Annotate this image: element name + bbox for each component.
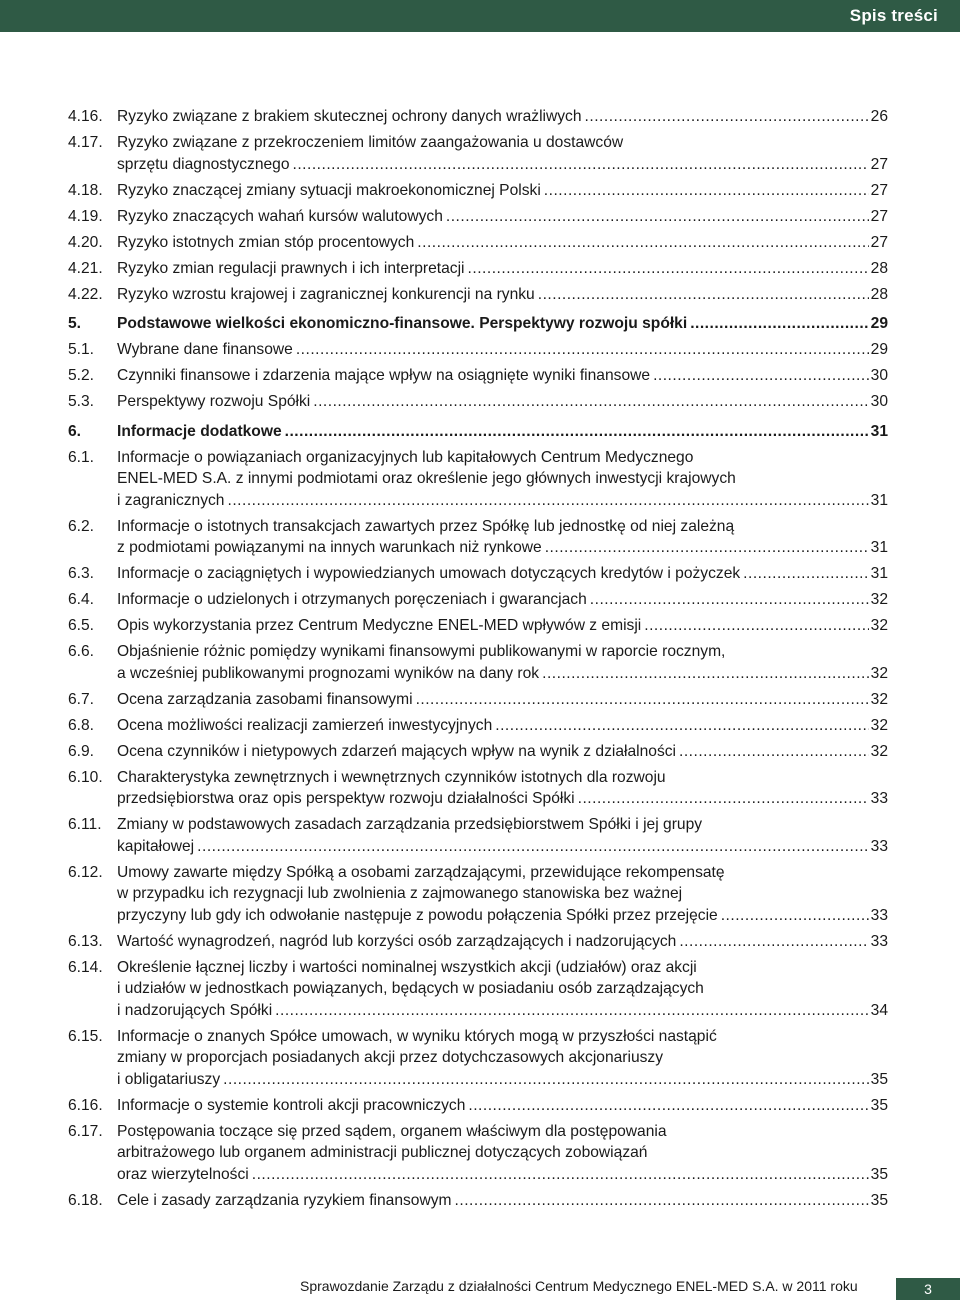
toc-entry-page: 27 xyxy=(870,181,888,199)
toc-entry-number: 4.19. xyxy=(68,207,103,225)
toc-entry[interactable] xyxy=(68,206,888,228)
toc-entry-title-line: przyczyny lub gdy ich odwołanie następuje z powodu połączenia Spółki przez przejęcie xyxy=(117,906,718,924)
toc-entry-title-line: Ocena czynników i nietypowych zdarzeń mających wpływ na wynik z działalności xyxy=(117,742,677,760)
toc-entry-page: 31 xyxy=(870,491,888,509)
toc-entry-number: 6.3. xyxy=(68,565,95,582)
toc-entry[interactable] xyxy=(68,106,888,128)
toc-entry-number: 6.8. xyxy=(68,716,95,734)
toc-entry-page: 27 xyxy=(870,155,888,173)
toc-entry-title-line: przedsiębiorstwa oraz opis perspektyw rozwoju działalności Spółki xyxy=(117,790,575,807)
toc-entry-title-line: Ryzyko znaczącej zmiany sytuacji makroekonomicznej Polski xyxy=(117,181,541,199)
toc-entry-page: 31 xyxy=(870,539,888,556)
toc-entry-title-line: i zagranicznych xyxy=(117,491,225,509)
footer-text: Sprawozdanie Zarządu z działalności Centrum Medycznego ENEL-MED S.A. w 2011 roku xyxy=(300,1278,858,1294)
toc-entry-title-line: Perspektywy rozwoju Spółki xyxy=(117,393,311,410)
toc-entry-title-line: Ocena zarządzania zasobami finansowymi xyxy=(117,690,413,708)
toc-entry-title-line: Ryzyko zmian regulacji prawnych i ich interpretacji xyxy=(117,259,465,277)
toc-entry[interactable] xyxy=(68,232,888,254)
toc-entry-number: 6.13. xyxy=(68,932,103,950)
dot-leader xyxy=(223,1069,868,1091)
toc-entry-title-line: Cele i zasady zarządzania ryzykiem finansowym xyxy=(117,1191,452,1209)
toc-entry-number: 6.16. xyxy=(68,1096,103,1114)
dot-leader xyxy=(690,313,868,335)
toc-entry[interactable] xyxy=(68,615,888,637)
toc-entry-number: 6. xyxy=(68,422,82,440)
toc-entry[interactable] xyxy=(68,957,888,1022)
toc-entry-number: 6.9. xyxy=(68,742,95,760)
toc-entry-title-line: a wcześniej publikowanymi prognozami wyników na dany rok xyxy=(117,664,540,682)
toc-entry-number: 5. xyxy=(68,315,82,332)
toc-entry-title-line: i udziałów w jednostkach powiązanych, będących w posiadaniu osób zarządzających xyxy=(117,980,704,997)
toc-entry-title-line: kapitałowej xyxy=(117,837,195,855)
toc-entry-number: 5.1. xyxy=(68,341,95,358)
toc-entry-number: 6.4. xyxy=(68,591,95,608)
dot-leader xyxy=(275,1000,868,1022)
toc-entry[interactable] xyxy=(68,715,888,737)
toc-entry-title-line: arbitrażowego lub organem administracji publicznej dotyczących zobowiązań xyxy=(117,1144,648,1161)
toc-entry-title-line: z podmiotami powiązanymi na innych warunkach niż rynkowe xyxy=(117,539,542,556)
toc-entry-page: 30 xyxy=(870,393,888,410)
dot-leader xyxy=(313,391,868,413)
toc-entry-number: 5.3. xyxy=(68,393,95,410)
toc-entry-number: 5.2. xyxy=(68,367,95,384)
toc-entry-title-line: Informacje o znanych Spółce umowach, w wyniku których mogą w przyszłości nastąpić xyxy=(117,1027,717,1045)
toc-entry[interactable] xyxy=(68,814,888,857)
toc-entry-page: 32 xyxy=(870,742,888,760)
toc-entry[interactable] xyxy=(68,339,888,361)
toc-entry[interactable] xyxy=(68,862,888,927)
dot-leader xyxy=(590,589,869,611)
toc-entry-page: 32 xyxy=(870,591,888,608)
toc-entry-title-line: zmiany w proporcjach posiadanych akcji przez dotychczasowych akcjonariuszy xyxy=(117,1049,664,1066)
dot-leader xyxy=(468,258,869,280)
toc-entry-number: 6.6. xyxy=(68,643,95,660)
toc-entry-title-line: Ryzyko związane z brakiem skutecznej ochrony danych wrażliwych xyxy=(117,108,582,125)
toc-entry-number: 6.11. xyxy=(68,816,102,833)
toc-entry-page: 35 xyxy=(870,1070,888,1088)
toc-entry-number: 4.18. xyxy=(68,181,103,199)
toc-entry[interactable] xyxy=(68,258,888,280)
toc-entry-title-line: Ryzyko związane z przekroczeniem limitów zaangażowania u dostawców xyxy=(117,134,624,151)
toc-entry-number: 6.7. xyxy=(68,690,95,708)
toc-entry[interactable] xyxy=(68,180,888,202)
toc-entry-title-line: Informacje o istotnych transakcjach zawartych przez Spółkę lub jednostkę od niej zależną xyxy=(117,517,735,535)
toc-entry-title-line: i nadzorujących Spółki xyxy=(117,1001,273,1019)
toc-entry-page: 33 xyxy=(870,837,888,855)
toc-entry-title-line: Wybrane dane finansowe xyxy=(117,341,293,358)
toc-entry-page: 35 xyxy=(870,1165,888,1183)
dot-leader xyxy=(446,206,869,228)
dot-leader xyxy=(495,715,868,737)
toc-entry-title-line: w przypadku ich rezygnacji lub zwolnienia z zajmowanego stanowiska bez ważnej xyxy=(117,885,683,902)
toc-entry[interactable] xyxy=(68,1026,888,1091)
header-title: Spis treści xyxy=(849,6,938,25)
toc-entry-page: 32 xyxy=(870,664,888,682)
toc-entry-page: 30 xyxy=(870,367,888,384)
toc-entry-page: 33 xyxy=(870,906,888,924)
toc-entry-page: 32 xyxy=(870,690,888,708)
toc-entry[interactable] xyxy=(68,767,888,810)
dot-leader xyxy=(542,663,869,685)
dot-leader xyxy=(227,490,868,512)
toc-entry-page: 33 xyxy=(870,932,888,950)
dot-leader xyxy=(545,537,869,559)
toc-entry-number: 6.2. xyxy=(68,517,95,535)
toc-entry-page: 28 xyxy=(870,285,888,303)
dot-leader xyxy=(743,563,868,585)
toc-entry-title-line: ENEL-MED S.A. z innymi podmiotami oraz określenie jego głównych inwestycji krajowych xyxy=(117,470,736,487)
toc-entry[interactable] xyxy=(68,391,888,413)
toc-entry-page: 33 xyxy=(870,790,888,807)
toc-entry-page: 31 xyxy=(870,565,888,582)
toc-entry[interactable] xyxy=(68,1095,888,1117)
dot-leader xyxy=(417,232,868,254)
toc-entry-number: 4.17. xyxy=(68,134,103,151)
toc-entry[interactable] xyxy=(68,641,888,684)
toc-entry[interactable] xyxy=(68,313,888,335)
toc-entry-page: 32 xyxy=(870,716,888,734)
toc-entry-title-line: Informacje o powiązaniach organizacyjnych lub kapitałowych Centrum Medycznego xyxy=(117,448,694,466)
toc-entry-title-line: Informacje dodatkowe xyxy=(117,422,282,440)
toc-entry-title-line: Ryzyko znaczących wahań kursów walutowych xyxy=(117,207,443,225)
toc-entry-number: 6.1. xyxy=(68,448,95,466)
dot-leader xyxy=(252,1164,869,1186)
dot-leader xyxy=(721,905,869,927)
toc-entry-page: 35 xyxy=(870,1096,888,1114)
toc-entry[interactable] xyxy=(68,741,888,763)
dot-leader xyxy=(679,741,869,763)
toc-entry[interactable] xyxy=(68,1190,888,1212)
toc-entry-number: 6.10. xyxy=(68,768,103,786)
toc-entry[interactable] xyxy=(68,516,888,559)
toc-entry-number: 4.21. xyxy=(68,259,103,277)
toc-entry[interactable] xyxy=(68,132,888,175)
dot-leader xyxy=(679,931,868,953)
toc-entry-number: 6.18. xyxy=(68,1191,103,1209)
toc-entry-page: 29 xyxy=(870,341,888,358)
toc-entry-title-line: i obligatariuszy xyxy=(117,1070,221,1088)
dot-leader xyxy=(416,689,869,711)
toc-entry[interactable] xyxy=(68,421,888,443)
toc-entry[interactable] xyxy=(68,447,888,512)
toc-entry-title-line: Objaśnienie różnic pomiędzy wynikami finansowymi publikowanymi w raporcie rocznym, xyxy=(117,643,726,660)
toc-entry-title-line: Wartość wynagrodzeń, nagród lub korzyści osób zarządzających i nadzorujących xyxy=(117,932,677,950)
toc-entry[interactable] xyxy=(68,365,888,387)
toc-entry-page: 27 xyxy=(870,207,888,225)
dot-leader xyxy=(653,365,869,387)
dot-leader xyxy=(293,154,869,176)
dot-leader xyxy=(296,339,869,361)
toc-entry-title-line: Informacje o udzielonych i otrzymanych poręczeniach i gwarancjach xyxy=(117,591,587,608)
toc-entry-number: 6.15. xyxy=(68,1027,103,1045)
toc-entry-page: 27 xyxy=(870,233,888,251)
toc-entry-page: 26 xyxy=(870,108,888,125)
toc-entry-number: 6.17. xyxy=(68,1122,103,1140)
toc-entry-number: 4.20. xyxy=(68,233,103,251)
toc-entry-page: 29 xyxy=(870,315,888,332)
dot-leader xyxy=(468,1095,868,1117)
toc-entry-number: 6.14. xyxy=(68,958,103,976)
toc-entry-page: 35 xyxy=(870,1191,888,1209)
toc-entry-title-line: Czynniki finansowe i zdarzenia mające wpływ na osiągnięte wyniki finansowe xyxy=(117,367,651,384)
toc-entry-title-line: Ryzyko wzrostu krajowej i zagranicznej konkurencji na rynku xyxy=(117,285,535,303)
dot-leader xyxy=(578,788,869,810)
toc-entry-title-line: Umowy zawarte między Spółką a osobami zarządzającymi, przewidujące rekompensatę xyxy=(117,863,725,881)
toc-entry[interactable] xyxy=(68,1121,888,1186)
toc-entry-title-line: Określenie łącznej liczby i wartości nominalnej wszystkich akcji (udziałów) oraz akcji xyxy=(117,958,697,976)
toc-entry-title-line: Informacje o systemie kontroli akcji pracowniczych xyxy=(117,1096,466,1114)
dot-leader xyxy=(538,284,869,306)
toc-entry[interactable] xyxy=(68,563,888,585)
toc-entry-title-line: Ocena możliwości realizacji zamierzeń inwestycyjnych xyxy=(117,716,493,734)
toc-entry-title-line: Postępowania toczące się przed sądem, organem właściwym dla postępowania xyxy=(117,1122,667,1140)
header-bar xyxy=(0,0,960,32)
dot-leader xyxy=(544,180,869,202)
toc-entry-title-line: sprzętu diagnostycznego xyxy=(117,155,290,173)
dot-leader xyxy=(455,1190,869,1212)
toc-entry[interactable] xyxy=(68,931,888,953)
toc-entry-number: 6.12. xyxy=(68,863,103,881)
toc-entry-title-line: Charakterystyka zewnętrznych i wewnętrznych czynników istotnych dla rozwoju xyxy=(117,768,666,786)
toc-entry-title-line: Podstawowe wielkości ekonomiczno-finansowe. Perspektywy rozwoju spółki xyxy=(117,315,688,332)
dot-leader xyxy=(197,836,868,858)
toc-entry-page: 34 xyxy=(870,1001,888,1019)
toc-entry-title-line: Zmiany w podstawowych zasadach zarządzania przedsiębiorstwem Spółki i jej grupy xyxy=(117,816,703,833)
dot-leader xyxy=(585,106,869,128)
toc-entry[interactable] xyxy=(68,284,888,306)
footer-page-number: 3 xyxy=(896,1278,960,1300)
toc-entry-title-line: Informacje o zaciągniętych i wypowiedzianych umowach dotyczących kredytów i pożyczek xyxy=(117,565,741,582)
toc-entry-page: 31 xyxy=(870,422,888,440)
dot-leader xyxy=(644,615,868,637)
toc-entry[interactable] xyxy=(68,689,888,711)
toc-entry-page: 28 xyxy=(870,259,888,277)
toc-entry-number: 4.16. xyxy=(68,108,103,125)
dot-leader xyxy=(285,421,869,443)
toc-entry-number: 6.5. xyxy=(68,617,95,634)
toc-entry[interactable] xyxy=(68,589,888,611)
toc-entry-number: 4.22. xyxy=(68,285,103,303)
table-of-contents xyxy=(68,106,888,1211)
toc-entry-title-line: Ryzyko istotnych zmian stóp procentowych xyxy=(117,233,415,251)
toc-entry-title-line: Opis wykorzystania przez Centrum Medyczne ENEL-MED wpływów z emisji xyxy=(117,617,642,634)
toc-entry-title-line: oraz wierzytelności xyxy=(117,1165,249,1183)
toc-entry-page: 32 xyxy=(870,617,888,634)
